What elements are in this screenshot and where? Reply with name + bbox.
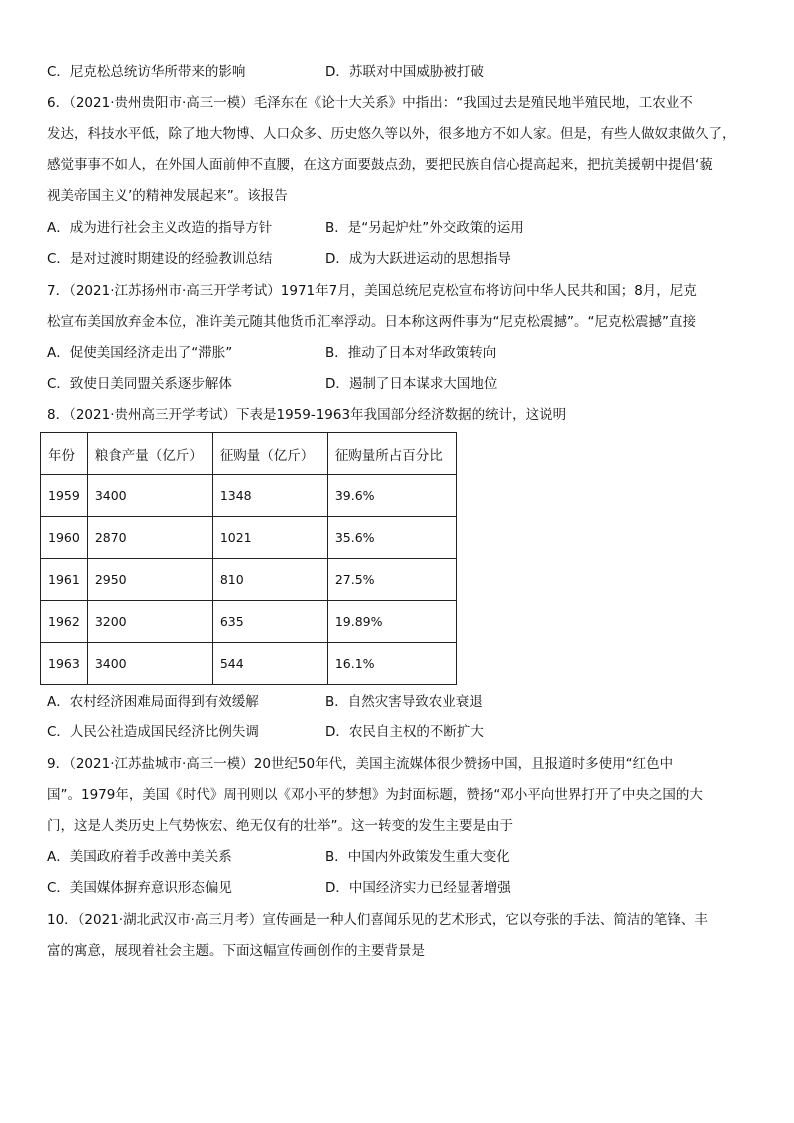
table-row xyxy=(41,517,457,559)
q7-option-d[interactable]: D．遏制了日本谋求大国地位 xyxy=(325,376,498,392)
table-cell: 1961 xyxy=(41,559,88,601)
q7-option-a[interactable]: A．促使美国经济走出了“滞胀” xyxy=(47,345,233,361)
table-cell: 2870 xyxy=(87,517,212,559)
table-header-cell: 年份 xyxy=(41,433,88,475)
table-cell: 1960 xyxy=(41,517,88,559)
table-cell: 544 xyxy=(212,643,327,685)
q5-option-d[interactable]: D．苏联对中国威胁被打破 xyxy=(325,64,484,80)
q8-option-a[interactable]: A．农村经济困难局面得到有效缓解 xyxy=(47,694,259,710)
q6-options-cd xyxy=(47,249,752,269)
q10-stem-line1: 10．（2021·湖北武汉市·高三月考）宣传画是一种人们喜闻乐见的艺术形式，它以夸张的手法、简洁的笔锋、丰 xyxy=(47,912,708,928)
table-header-row xyxy=(41,433,457,475)
q9-option-c[interactable]: C．美国媒体摒弃意识形态偏见 xyxy=(47,880,232,896)
q9-option-a[interactable]: A．美国政府着手改善中美关系 xyxy=(47,849,232,865)
q9-options-cd xyxy=(47,878,752,898)
q9-option-d[interactable]: D．中国经济实力已经显著增强 xyxy=(325,880,511,896)
q9-options-ab xyxy=(47,847,752,867)
q9-stem-line2: 国”。1979年，美国《时代》周刊则以《邓小平的梦想》为封面标题，赞扬“邓小平向世界打开了中央之国的大 xyxy=(47,787,703,803)
table-cell: 3400 xyxy=(87,475,212,517)
q7-option-c[interactable]: C．致使日美同盟关系逐步解体 xyxy=(47,376,232,392)
q9-stem-line1: 9．（2021·江苏盐城市·高三一模）20世纪50年代，美国主流媒体很少赞扬中国，且报道时多使用“红色中 xyxy=(47,756,674,772)
q8-option-b[interactable]: B．自然灾害导致农业衰退 xyxy=(325,694,483,710)
q8-stem-line1: 8．（2021·贵州高三开学考试）下表是1959-1963年我国部分经济数据的统计，这说明 xyxy=(47,407,567,423)
table-header-cell: 征购量所占百分比 xyxy=(327,433,456,475)
q5-options-cd xyxy=(47,62,752,82)
table-cell: 35.6% xyxy=(327,517,456,559)
table-cell: 1963 xyxy=(41,643,88,685)
q8-option-d[interactable]: D．农民自主权的不断扩大 xyxy=(325,724,484,740)
table-cell: 27.5% xyxy=(327,559,456,601)
table-cell: 1021 xyxy=(212,517,327,559)
q6-option-c[interactable]: C．是对过渡时期建设的经验教训总结 xyxy=(47,251,273,267)
table-row xyxy=(41,559,457,601)
q8-options-ab xyxy=(47,692,752,712)
table-cell: 2950 xyxy=(87,559,212,601)
table-row xyxy=(41,601,457,643)
q6-stem-line3: 感觉事事不如人，在外国人面前伸不直腰，在这方面要鼓点劲，要把民族自信心提高起来，把抗美援朝中提倡‘藐 xyxy=(47,157,713,173)
table-row xyxy=(41,643,457,685)
q7-stem-line2: 松宣布美国放弃金本位，准许美元随其他货币汇率浮动。日本称这两件事为“尼克松震撼”。“尼克松震撼”直接 xyxy=(47,314,696,330)
q7-option-b[interactable]: B．推动了日本对华政策转向 xyxy=(325,345,497,361)
q5-option-c[interactable]: C．尼克松总统访华所带来的影响 xyxy=(47,64,246,80)
table-cell: 16.1% xyxy=(327,643,456,685)
q9-option-b[interactable]: B．中国内外政策发生重大变化 xyxy=(325,849,510,865)
table-cell: 635 xyxy=(212,601,327,643)
q6-stem-line4: 视美帝国主义’的精神发展起来”。该报告 xyxy=(47,188,288,204)
q10-stem-line2: 富的寓意，展现着社会主题。下面这幅宣传画创作的主要背景是 xyxy=(47,943,425,959)
table-cell: 1959 xyxy=(41,475,88,517)
q9-stem-line3: 门，这是人类历史上气势恢宏、绝无仅有的壮举”。这一转变的发生主要是由于 xyxy=(47,818,513,834)
table-cell: 19.89% xyxy=(327,601,456,643)
economic-data-table xyxy=(40,432,457,685)
q8-options-cd xyxy=(47,722,752,742)
q8-option-c[interactable]: C．人民公社造成国民经济比例失调 xyxy=(47,724,259,740)
table-cell: 1962 xyxy=(41,601,88,643)
q6-option-d[interactable]: D．成为大跃进运动的思想指导 xyxy=(325,251,511,267)
table-cell: 3400 xyxy=(87,643,212,685)
table-cell: 3200 xyxy=(87,601,212,643)
q6-stem-line1: 6．（2021·贵州贵阳市·高三一模）毛泽东在《论十大关系》中指出：“我国过去是殖民地半殖民地，工农业不 xyxy=(47,95,693,111)
table-cell: 39.6% xyxy=(327,475,456,517)
q7-options-ab xyxy=(47,343,752,363)
q6-stem-line2: 发达，科技水平低，除了地大物博、人口众多、历史悠久等以外，很多地方不如人家。但是，有些人做奴隶做久了， xyxy=(47,126,736,142)
table-row xyxy=(41,475,457,517)
q6-option-b[interactable]: B．是“另起炉灶”外交政策的运用 xyxy=(325,220,524,236)
table-header-cell: 征购量（亿斤） xyxy=(212,433,327,475)
q6-option-a[interactable]: A．成为进行社会主义改造的指导方针 xyxy=(47,220,273,236)
table-cell: 1348 xyxy=(212,475,327,517)
table-header-cell: 粮食产量（亿斤） xyxy=(87,433,212,475)
table-cell: 810 xyxy=(212,559,327,601)
q7-stem-line1: 7．（2021·江苏扬州市·高三开学考试）1971年7月，美国总统尼克松宣布将访问中华人民共和国；8月，尼克 xyxy=(47,283,697,299)
q7-options-cd xyxy=(47,374,752,394)
q6-options-ab xyxy=(47,218,752,238)
